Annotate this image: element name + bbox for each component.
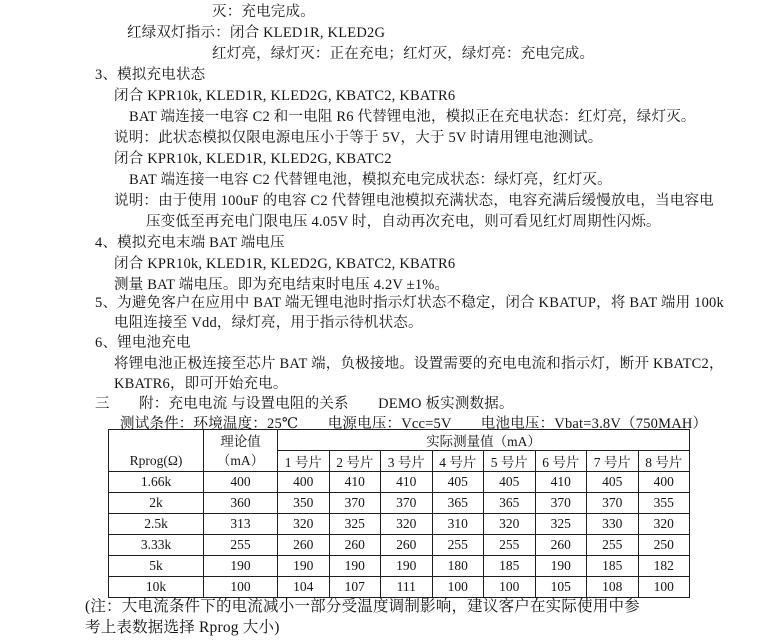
cell-theory: 360 [204, 493, 278, 514]
cell-measured: 255 [484, 535, 536, 556]
cell-rprog: 1.66k [109, 472, 204, 493]
document-line: 测量 BAT 端电压。即为充电结束时电压 4.2V ±1%。 [114, 277, 450, 293]
measurement-table [108, 429, 690, 598]
header-cell-measured: 实际测量值（mA） [278, 430, 690, 451]
table-row [109, 535, 690, 556]
document-line: KBATR6，即可开始充电。 [114, 375, 288, 392]
cell-measured: 255 [587, 535, 639, 556]
header-theory-line1: 理论值 [220, 433, 261, 449]
cell-measured: 260 [329, 535, 381, 556]
cell-measured: 100 [638, 577, 690, 598]
table-row [109, 556, 690, 577]
cell-measured: 370 [535, 493, 587, 514]
cell-theory: 100 [204, 577, 278, 598]
document-line: 6、锂电池充电 [95, 335, 191, 352]
cell-measured: 330 [587, 514, 639, 535]
cell-measured: 105 [535, 577, 587, 598]
header-cell-chip-4: 4 号片 [432, 451, 484, 472]
cell-measured: 325 [535, 514, 587, 535]
cell-measured: 190 [381, 556, 433, 577]
document-line: 说明：由于使用 100uF 的电容 C2 代替锂电池模拟充满状态，电容充满后缓慢放电，当电容电 [114, 193, 714, 209]
document-line: 闭合 KPR10k, KLED1R, KLED2G, KBATC2, KBATR6 [114, 256, 456, 272]
cell-measured: 260 [535, 535, 587, 556]
table-header-row-1 [109, 430, 690, 451]
cell-measured: 410 [535, 472, 587, 493]
cell-measured: 260 [381, 535, 433, 556]
cell-rprog: 2.5k [109, 514, 204, 535]
cell-measured: 410 [381, 472, 433, 493]
document-line: 测试条件：环境温度：25℃ 电源电压：Vcc=5V 电池电压：Vbat=3.8V（750MAH） [120, 416, 708, 433]
cell-measured: 250 [638, 535, 690, 556]
cell-rprog: 2k [109, 493, 204, 514]
document-line: 闭合 KPR10k, KLED1R, KLED2G, KBATC2 [114, 151, 392, 167]
document-line: 电阻连接至 Vdd，绿灯亮，用于指示待机状态。 [114, 315, 423, 332]
cell-rprog: 3.33k [109, 535, 204, 556]
measurement-table-body [109, 430, 690, 598]
cell-measured: 370 [587, 493, 639, 514]
cell-theory: 190 [204, 556, 278, 577]
document-line: 说明：此状态模拟仅限电源电压小于等于 5V，大于 5V 时请用锂电池测试。 [114, 130, 603, 146]
document-line: BAT 端连接一电容 C2 和一电阻 R6 代替锂电池，模拟正在充电状态：红灯亮，绿灯灭。 [129, 109, 696, 125]
header-cell-chip-2: 2 号片 [329, 451, 381, 472]
cell-measured: 400 [638, 472, 690, 493]
document-line: 将锂电池正极连接至芯片 BAT 端，负极接地。设置需要的充电电流和指示灯，断开 KBATC2， [114, 355, 724, 372]
cell-measured: 365 [484, 493, 536, 514]
cell-theory: 400 [204, 472, 278, 493]
cell-rprog: 5k [109, 556, 204, 577]
cell-measured: 370 [381, 493, 433, 514]
cell-rprog: 10k [109, 577, 204, 598]
header-theory-line2: （mA） [216, 452, 265, 468]
table-row [109, 493, 690, 514]
header-cell-chip-8: 8 号片 [638, 451, 690, 472]
table-row [109, 472, 690, 493]
document-line: 5、为避免客户在应用中 BAT 端无锂电池时指示灯状态不稳定，闭合 KBATUP，将 BAT 端用 100k [95, 295, 724, 311]
cell-theory: 313 [204, 514, 278, 535]
cell-measured: 111 [381, 577, 433, 598]
document-line: BAT 端连接一电容 C2 代替锂电池，模拟充电完成状态：绿灯亮，红灯灭。 [129, 172, 612, 188]
cell-measured: 365 [432, 493, 484, 514]
cell-measured: 108 [587, 577, 639, 598]
document-body-upper [0, 2, 778, 296]
cell-measured: 320 [484, 514, 536, 535]
cell-measured: 182 [638, 556, 690, 577]
cell-measured: 190 [535, 556, 587, 577]
cell-measured: 260 [278, 535, 330, 556]
cell-measured: 350 [278, 493, 330, 514]
cell-measured: 325 [329, 514, 381, 535]
cell-measured: 255 [432, 535, 484, 556]
footer-note-line: 考上表数据选择 Rprog 大小) [85, 619, 280, 636]
cell-measured: 107 [329, 577, 381, 598]
cell-measured: 405 [432, 472, 484, 493]
header-cell-chip-6: 6 号片 [535, 451, 587, 472]
cell-measured: 410 [329, 472, 381, 493]
document-line: 红灯亮，绿灯灭：正在充电；红灯灭，绿灯亮：充电完成。 [212, 46, 595, 62]
cell-measured: 100 [484, 577, 536, 598]
document-line: 压变低至再充电门限电压 4.05V 时，自动再次充电，则可看见红灯周期性闪烁。 [146, 214, 661, 230]
cell-measured: 405 [484, 472, 536, 493]
table-row [109, 577, 690, 598]
cell-measured: 100 [432, 577, 484, 598]
document-line: 闭合 KPR10k, KLED1R, KLED2G, KBATC2, KBATR6 [114, 88, 456, 104]
cell-measured: 185 [484, 556, 536, 577]
cell-measured: 310 [432, 514, 484, 535]
header-cell-chip-3: 3 号片 [381, 451, 433, 472]
header-cell-rprog: Rprog(Ω) [109, 430, 204, 472]
cell-measured: 190 [329, 556, 381, 577]
cell-measured: 370 [329, 493, 381, 514]
cell-measured: 104 [278, 577, 330, 598]
document-line: 红绿双灯指示：闭合 KLED1R, KLED2G [127, 25, 386, 41]
header-cell-chip-7: 7 号片 [587, 451, 639, 472]
document-line: 灭：充电完成。 [212, 4, 315, 20]
header-cell-chip-5: 5 号片 [484, 451, 536, 472]
footer-note-line: (注：大电流条件下的电流减小一部分受温度调制影响，建议客户在实际使用中参 [85, 598, 640, 615]
cell-measured: 320 [638, 514, 690, 535]
table-row [109, 514, 690, 535]
document-line: 4、模拟充电末端 BAT 端电压 [95, 235, 285, 251]
header-cell-chip-1: 1 号片 [278, 451, 330, 472]
header-cell-theory [204, 430, 278, 472]
cell-measured: 320 [381, 514, 433, 535]
cell-measured: 355 [638, 493, 690, 514]
cell-measured: 190 [278, 556, 330, 577]
cell-measured: 185 [587, 556, 639, 577]
cell-measured: 180 [432, 556, 484, 577]
cell-theory: 255 [204, 535, 278, 556]
document-body-lower [0, 293, 778, 434]
document-line: 三 附：充电电流 与设置电阻的关系 DEMO 板实测数据。 [95, 395, 514, 412]
cell-measured: 405 [587, 472, 639, 493]
footer-note [85, 596, 640, 638]
cell-measured: 400 [278, 472, 330, 493]
cell-measured: 320 [278, 514, 330, 535]
document-line: 3、模拟充电状态 [95, 67, 206, 83]
